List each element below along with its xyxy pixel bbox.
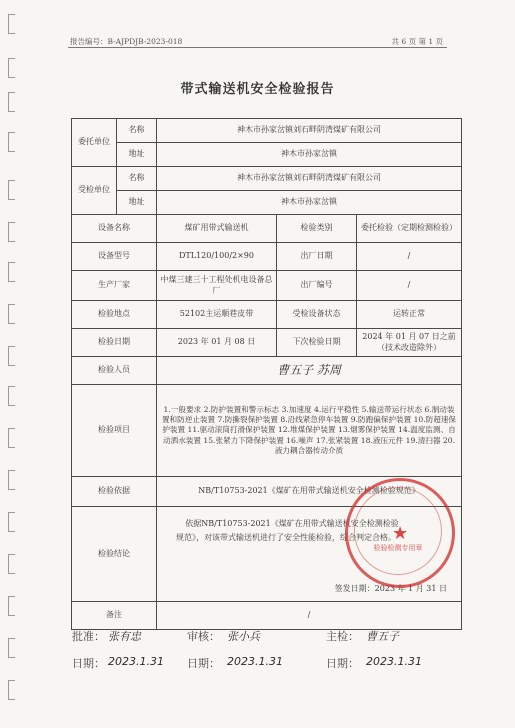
header-rule: [68, 47, 447, 48]
client-section-label: 委托单位: [72, 119, 117, 167]
basis-label: 检验依据: [72, 477, 157, 507]
binding-holes: [0, 0, 22, 728]
sign-date: 签发日期：2023 年 1 月 31 日: [334, 584, 448, 594]
conclusion-label: 检验结论: [72, 507, 157, 602]
approve-date-label: 日期：: [72, 657, 105, 670]
client-address: 神木市孙家岔镇: [157, 143, 462, 167]
inspected-address-label: 地址: [117, 191, 157, 215]
inspection-basis: NB/T10753-2021《煤矿在用带式输送机安全检测检验规范》: [157, 477, 462, 507]
date-label: 检验日期: [72, 329, 157, 357]
review-date-label: 日期：: [187, 657, 220, 670]
inspect-date: 2023 年 01 月 08 日: [157, 329, 277, 357]
items-label: 检验项目: [72, 385, 157, 477]
approve-label: 批准：: [72, 630, 105, 643]
site-label: 检验地点: [72, 301, 157, 329]
inspect-type-label: 检验类别: [277, 215, 357, 243]
official-seal: ★ 检验检测专用章: [345, 478, 455, 588]
equip-name: 煤矿用带式输送机: [157, 215, 277, 243]
maker-label: 生产厂家: [72, 271, 157, 301]
site: 52102主运顺巷皮带: [157, 301, 277, 329]
mfg-date: /: [357, 243, 462, 271]
signature-dates-row: [72, 655, 472, 675]
equip-name-label: 设备名称: [72, 215, 157, 243]
next-date: 2024 年 01 月 07 日之前（技术改造除外）: [357, 329, 462, 357]
inspected-section-label: 受检单位: [72, 167, 117, 215]
signature-names-row: [72, 628, 472, 648]
page-info: 共 6 页 第 1 页: [391, 37, 443, 46]
remark-label: 备注: [72, 602, 157, 630]
status-label: 受检设备状态: [277, 301, 357, 329]
next-date-label: 下次检验日期: [277, 329, 357, 357]
review-label: 审核：: [187, 630, 220, 643]
model-label: 设备型号: [72, 243, 157, 271]
serial-label: 出厂编号: [277, 271, 357, 301]
approve-date: 2023.1.31: [108, 655, 164, 668]
model: DTL120/100/2×90: [157, 243, 277, 271]
maker: 中煤三建三十工程处机电设备总厂: [157, 271, 277, 301]
inspect-type: 委托检验（定期检测检验）: [357, 215, 462, 243]
report-title: 带式输送机安全检验报告: [180, 82, 335, 97]
lead-date: 2023.1.31: [366, 655, 422, 668]
client-address-label: 地址: [117, 143, 157, 167]
client-name: 神木市孙家岔镇刘石畔阴湾煤矿有限公司: [157, 119, 462, 143]
inspected-name-label: 名称: [117, 167, 157, 191]
approve-signature: 张有忠: [108, 630, 141, 643]
personnel-signature: 曹五子 苏周: [157, 357, 462, 385]
inspection-items: 1.一般要求 2.防护装置和警示标志 3.加速度 4.运行平稳性 5.输送带运行状态 6.制动装置和防逆止装置 7.防撕裂保护装置 8.沿线紧急停车装置 9.防跑偏保护装置 10.防超速保护装置 11.驱动滚筒打滑保护装置 12.堆煤保护装置 13.烟雾保护装置 14.温度监测、自动洒水装置 15.张紧力下降保护装置 16.噪声 17.张紧装置 18.液压元件 19.清扫器 20.液力耦合器传动介质: [157, 385, 462, 477]
serial: /: [357, 271, 462, 301]
lead-label: 主检：: [326, 630, 359, 643]
lead-date-label: 日期：: [326, 657, 359, 670]
review-signature: 张小兵: [227, 630, 260, 643]
inspected-address: 神木市孙家岔镇: [157, 191, 462, 215]
personnel-label: 检验人员: [72, 357, 157, 385]
inspected-name: 神木市孙家岔镇刘石畔阴湾煤矿有限公司: [157, 167, 462, 191]
status: 运转正常: [357, 301, 462, 329]
review-date: 2023.1.31: [227, 655, 283, 668]
remark: /: [157, 602, 462, 630]
report-number: 报告编号：B-AJPDJB-2023-018: [70, 37, 183, 46]
conclusion-text: 依据NB/T10753-2021《煤矿在用带式输送机安全检测检验规范》，对该带式输送机进行了安全性能检验，综合判定合格。: [176, 519, 399, 542]
lead-signature: 曹五子: [366, 630, 399, 643]
client-name-label: 名称: [117, 119, 157, 143]
mfg-date-label: 出厂日期: [277, 243, 357, 271]
seal-text: 检验检测专用章: [373, 544, 423, 552]
